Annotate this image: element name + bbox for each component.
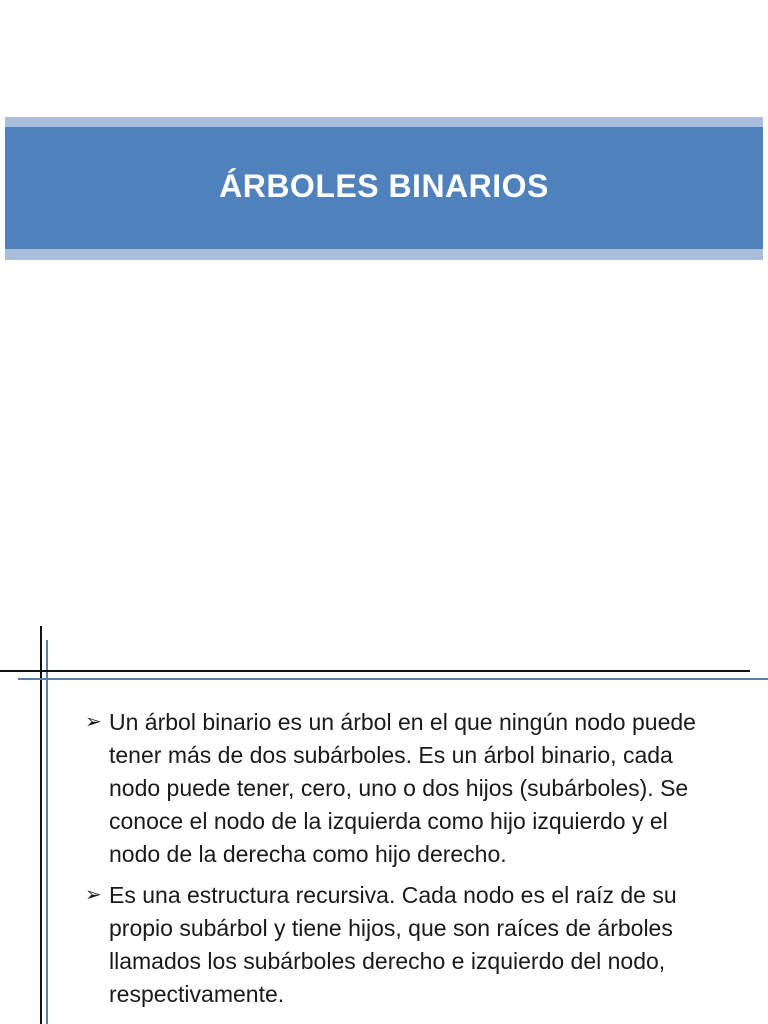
- vertical-divider-black: [40, 626, 42, 1024]
- bullet-text: Es una estructura recursiva. Cada nodo es el raíz de su propio subárbol y tiene hijos, que son raíces de árboles llamados los subárboles derecho e izquierdo del nodo, respectivamente.: [109, 882, 677, 1007]
- title-banner: [5, 127, 763, 249]
- bullet-text: Un árbol binario es un árbol en el que ningún nodo puede tener más de dos subárboles. Es un árbol binario, cada nodo puede tener, cero, uno o dos hijos (subárboles). Se conoce el nodo de la izquierda como hijo izquierdo y el nodo de la derecha como hijo derecho.: [109, 709, 696, 867]
- bullet-list: [85, 706, 725, 1019]
- bullet-item: [85, 706, 725, 871]
- horizontal-divider-black: [0, 670, 750, 672]
- vertical-divider-blue: [46, 640, 48, 1024]
- horizontal-divider-blue: [18, 678, 768, 680]
- arrow-bullet-icon: ➢: [85, 711, 102, 733]
- bullet-item: [85, 879, 725, 1011]
- arrow-bullet-icon: ➢: [85, 884, 102, 906]
- slide-title: ÁRBOLES BINARIOS: [219, 167, 549, 204]
